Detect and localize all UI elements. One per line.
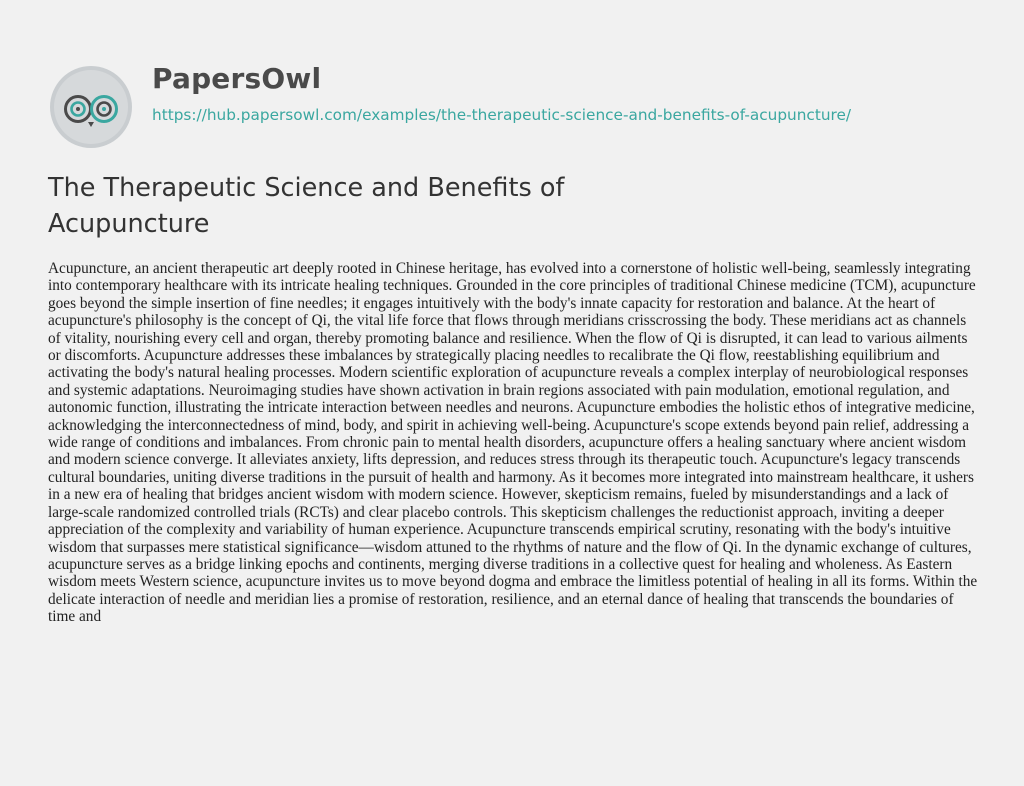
owl-eyes-logo-icon <box>48 64 134 150</box>
document-title: The Therapeutic Science and Benefits of Acupuncture <box>48 173 565 239</box>
source-url-link[interactable]: https://hub.papersowl.com/examples/the-therapeutic-science-and-benefits-of-acupuncture/ <box>152 106 852 124</box>
document-body-text: Acupuncture, an ancient therapeutic art deeply rooted in Chinese heritage, has evolved into a cornerstone of holistic well-being, seamlessly integrating into contemporary healthcare with its intricate healing techniques. Grounded in the core principles of traditional Chinese medicine (TCM), acupuncture goes beyond the simple insertion of fine needles; it engages intuitively with the body's innate capacity for restoration and balance. At the heart of acupuncture's philosophy is the concept of Qi, the vital life force that flows through meridians crisscrossing the body. These meridians act as channels of vitality, nourishing every cell and organ, thereby promoting balance and resilience. When the flow of Qi is disrupted, it can lead to various ailments or discomforts. Acupuncture addresses these imbalances by strategically placing needles to recalibrate the Qi flow, reestablishing equilibrium and activating the body's natural healing processes. Modern scientific exploration of acupuncture reveals a complex interplay of neurobiological responses and systemic adaptations. Neuroimaging studies have shown activation in brain regions associated with pain modulation, emotional regulation, and autonomic function, illustrating the intricate interaction between needles and neurons. Acupuncture embodies the holistic ethos of integrative medicine, acknowledging the interconnectedness of mind, body, and spirit in achieving well-being. Acupuncture's scope extends beyond pain relief, addressing a wide range of conditions and imbalances. From chronic pain to mental health disorders, acupuncture offers a healing sanctuary where ancient wisdom and modern science converge. It alleviates anxiety, lifts depression, and reduces stress through its therapeutic touch. Acupuncture's legacy transcends cultural boundaries, uniting diverse traditions in the pursuit of health and harmony. As it becomes more integrated into mainstream healthcare, it ushers in a new era of healing that bridges ancient wisdom with modern science. However, skepticism remains, fueled by misunderstandings and a lack of large-scale randomized controlled trials (RCTs) and clear placebo controls. This skepticism challenges the reductionist approach, inviting a deeper appreciation of the complexity and variability of human experience. Acupuncture transcends empirical scrutiny, resonating with the body's intuitive wisdom that surpasses mere statistical significance—wisdom attuned to the rhythms of nature and the flow of Qi. In the dynamic exchange of cultures, acupuncture serves as a bridge linking epochs and continents, merging diverse traditions in a collective quest for healing and wholeness. As Eastern wisdom meets Western science, acupuncture invites us to move beyond dogma and embrace the limitless potential of healing in all its forms. Within the delicate interaction of needle and meridian lies a promise of restoration, resilience, and an eternal dance of healing that transcends the boundaries of time and <box>48 260 978 626</box>
brand-name: PapersOwl <box>152 62 322 95</box>
site-header <box>48 58 1008 148</box>
